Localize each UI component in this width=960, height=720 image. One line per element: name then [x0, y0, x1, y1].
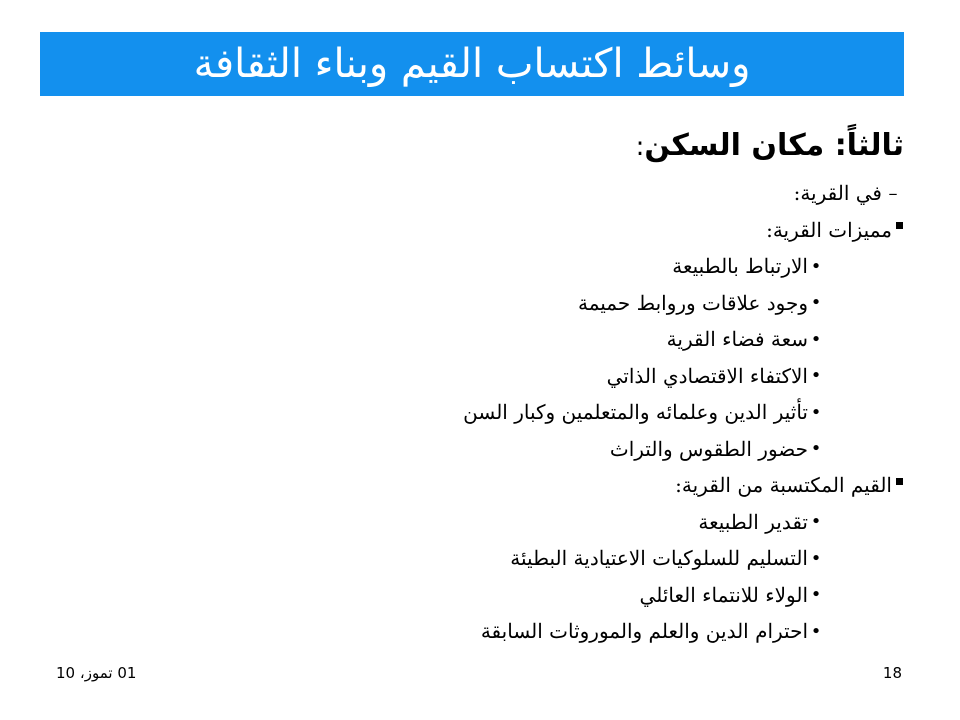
list-item-text: الاكتفاء الاقتصادي الذاتي — [606, 363, 808, 388]
bullet-icon: • — [810, 401, 822, 423]
list-item — [184, 504, 904, 541]
list-item-text: سعة فضاء القرية — [666, 327, 808, 352]
slide-title: وسائط اكتساب القيم وبناء الثقافة — [193, 41, 751, 87]
values-list — [184, 504, 904, 650]
features-list — [184, 248, 904, 467]
list-item — [184, 285, 904, 322]
bullet-icon: • — [810, 328, 822, 350]
bullet-icon: • — [810, 255, 822, 277]
bullet-icon: • — [810, 438, 822, 460]
list-item — [184, 540, 904, 577]
slide-title-bar — [40, 32, 904, 96]
bullet-icon: • — [810, 584, 822, 606]
values-label: القيم المكتسبة من القرية: — [675, 473, 892, 498]
list-item — [184, 394, 904, 431]
village-label: في القرية: — [793, 181, 882, 206]
list-item-text: حضور الطقوس والتراث — [609, 436, 808, 461]
footer-date: 01 تموز، 10 — [56, 664, 137, 682]
list-item — [184, 613, 904, 650]
bullet-icon: • — [810, 292, 822, 314]
list-item — [184, 431, 904, 468]
bullet-icon: • — [810, 547, 822, 569]
square-bullet-icon — [896, 222, 903, 229]
section-heading-colon: : — [635, 132, 645, 162]
list-item — [184, 577, 904, 614]
list-item-text: تقدير الطبيعة — [698, 509, 808, 534]
village-line — [184, 175, 904, 212]
list-item-text: تأثير الدين وعلمائه والمتعلمين وكبار السن — [463, 400, 808, 425]
list-item-text: احترام الدين والعلم والموروثات السابقة — [480, 619, 808, 644]
features-label: مميزات القرية: — [766, 217, 892, 242]
features-heading-line — [184, 212, 904, 249]
footer-page-number: 18 — [882, 664, 902, 682]
section-heading-text: ثالثاً: مكان السكن — [644, 128, 904, 163]
bullet-icon: • — [810, 620, 822, 642]
square-bullet-icon — [896, 478, 903, 485]
bullet-icon: • — [810, 511, 822, 533]
section-heading — [184, 124, 904, 169]
list-item — [184, 248, 904, 285]
list-item-text: وجود علاقات وروابط حميمة — [577, 290, 808, 315]
values-heading-line — [184, 467, 904, 504]
list-item-text: الولاء للانتماء العائلي — [639, 582, 808, 607]
bullet-icon: • — [810, 365, 822, 387]
list-item-text: التسليم للسلوكيات الاعتيادية البطيئة — [510, 546, 808, 571]
list-item — [184, 358, 904, 395]
list-item — [184, 321, 904, 358]
slide-content — [184, 124, 904, 650]
list-item-text: الارتباط بالطبيعة — [672, 254, 808, 279]
dash-marker: – — [888, 182, 898, 204]
